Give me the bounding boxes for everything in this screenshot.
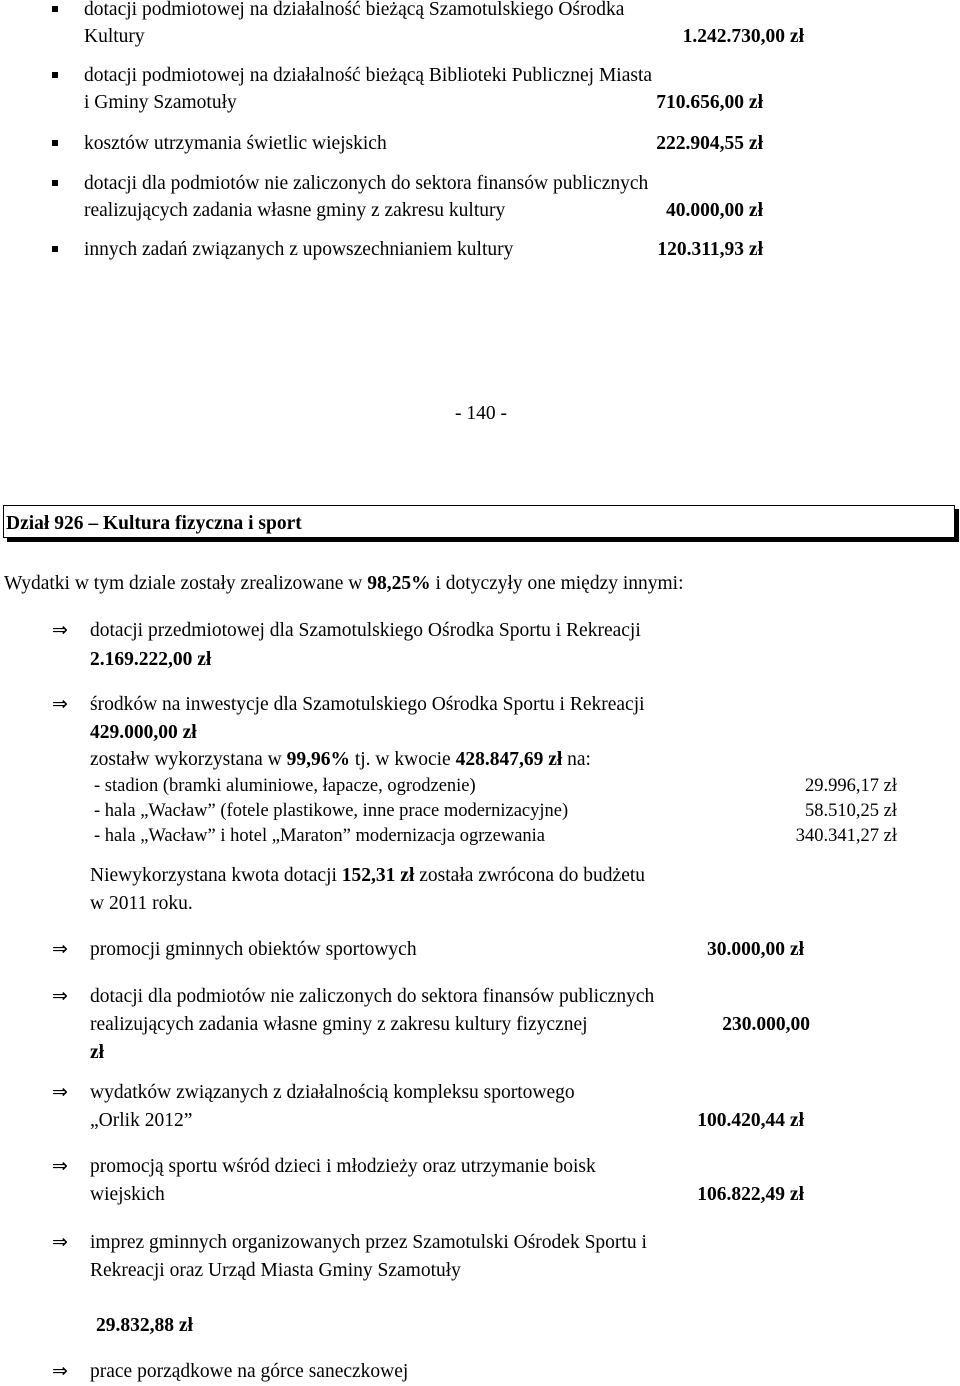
bullet-text: dotacji podmiotowej na działalność bieżącą Szamotulskiego Ośrodka [84, 0, 625, 20]
bullet-text: dotacji podmiotowej na działalność bieżącą Biblioteki Publicznej Miasta [84, 65, 653, 86]
unused-amount: 152,31 zł [341, 865, 415, 886]
bullet-amount: 710.656,00 zł [656, 92, 763, 113]
item-text: dotacji dla podmiotów nie zaliczonych do sektora finansów publicznych [90, 986, 655, 1007]
unused-text: została zwrócona do budżetu [414, 865, 646, 886]
square-bullet-icon [52, 246, 58, 252]
detail-amount: 340.341,27 zł [795, 826, 897, 846]
section-intro [4, 574, 684, 594]
intro-percentage: 98,25% [367, 573, 431, 594]
item-amount: 2.169.222,00 zł [90, 649, 212, 670]
bullet-text: innych zadań związanych z upowszechnianiem kultury [84, 239, 514, 260]
double-arrow-icon: ⇒ [52, 693, 68, 715]
detail-label: - hala „Wacław” (fotele plastikowe, inne prace modernizacyjne) [94, 801, 569, 821]
bullet-text: realizujących zadania własne gminy z zakresu kultury [84, 200, 506, 221]
item-text: środków na inwestycje dla Szamotulskiego Ośrodka Sportu i Rekreacji [90, 694, 645, 715]
item-amount: 29.832,88 zł [96, 1315, 193, 1336]
section-header-box [3, 505, 955, 538]
bullet-amount: 222.904,55 zł [656, 133, 763, 154]
item-amount: 30.000,00 zł [707, 939, 804, 960]
item-text: prace porządkowe na górce saneczkowej [90, 1361, 409, 1382]
double-arrow-icon: ⇒ [52, 619, 68, 641]
item-text: dotacji przedmiotowej dla Szamotulskiego Ośrodka Sportu i Rekreacji [90, 620, 641, 641]
bullet-text: i Gminy Szamotuły [84, 92, 237, 113]
item-text: promocji gminnych obiektów sportowych [90, 939, 417, 960]
detail-amount: 58.510,25 zł [805, 801, 897, 821]
item-text: promocją sportu wśród dzieci i młodzieży oraz utrzymanie boisk [90, 1156, 596, 1177]
item-amount-unit: zł [90, 1042, 105, 1063]
unused-text: Niewykorzystana kwota dotacji [90, 865, 342, 886]
square-bullet-icon [52, 180, 58, 186]
item-text: Rekreacji oraz Urząd Miasta Gminy Szamotuły [90, 1260, 461, 1281]
item-amount: 230.000,00 [722, 1014, 810, 1035]
bullet-amount: 1.242.730,00 zł [682, 26, 804, 47]
double-arrow-icon: ⇒ [52, 985, 68, 1007]
usage-text: na: [562, 749, 591, 770]
usage-amount: 428.847,69 zł [455, 749, 563, 770]
bullet-amount: 40.000,00 zł [666, 200, 763, 221]
square-bullet-icon [52, 6, 58, 12]
double-arrow-icon: ⇒ [52, 1231, 68, 1253]
detail-label: - stadion (bramki aluminiowe, łapacze, ogrodzenie) [94, 776, 476, 796]
item-text: wiejskich [90, 1184, 165, 1205]
item-text: „Orlik 2012” [90, 1110, 193, 1131]
usage-text: zostałw wykorzystana w [90, 749, 287, 770]
detail-label: - hala „Wacław” i hotel „Maraton” modernizacja ogrzewania [94, 826, 546, 846]
square-bullet-icon [52, 140, 58, 146]
item-amount: 100.420,44 zł [697, 1110, 804, 1131]
bullet-text: dotacji dla podmiotów nie zaliczonych do sektora finansów publicznych [84, 173, 649, 194]
double-arrow-icon: ⇒ [52, 938, 68, 960]
usage-text: tj. w kwocie [349, 749, 456, 770]
square-bullet-icon [52, 72, 58, 78]
item-amount: 106.822,49 zł [697, 1184, 804, 1205]
double-arrow-icon: ⇒ [52, 1155, 68, 1177]
usage-percentage: 99,96% [286, 749, 350, 770]
detail-amount: 29.996,17 zł [805, 776, 897, 796]
double-arrow-icon: ⇒ [52, 1360, 68, 1382]
item-text: imprez gminnych organizowanych przez Szamotulski Ośrodek Sportu i [90, 1232, 647, 1253]
bullet-amount: 120.311,93 zł [657, 239, 763, 260]
page-number: - 140 - [455, 403, 507, 424]
intro-text: i dotyczyły one między innymi: [430, 573, 684, 594]
intro-text: Wydatki w tym dziale zostały zrealizowane w [4, 573, 368, 594]
investment-usage [90, 750, 591, 770]
item-text: realizujących zadania własne gminy z zakresu kultury fizycznej [90, 1014, 588, 1035]
bullet-text: Kultury [84, 26, 145, 47]
item-text: wydatków związanych z działalnością kompleksu sportowego [90, 1082, 575, 1103]
unused-note [90, 866, 645, 886]
section-title: Dział 926 – Kultura fizyczna i sport [6, 513, 302, 534]
double-arrow-icon: ⇒ [52, 1081, 68, 1103]
bullet-text: kosztów utrzymania świetlic wiejskich [84, 133, 387, 154]
item-amount: 429.000,00 zł [90, 722, 197, 743]
unused-text: w 2011 roku. [90, 893, 193, 914]
